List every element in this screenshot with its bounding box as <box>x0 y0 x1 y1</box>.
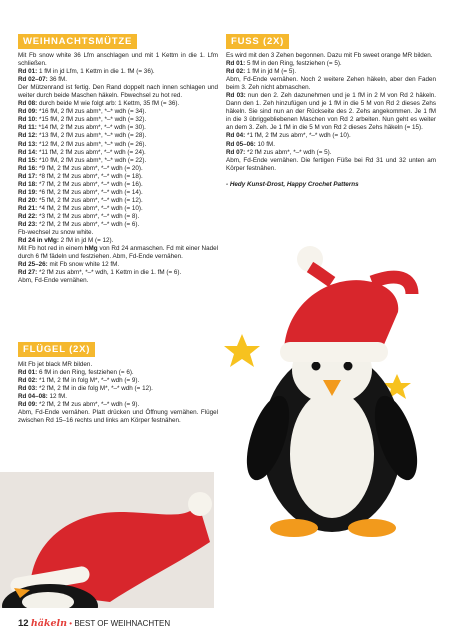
text: Abm, Fd-Ende vernähen. Die fertigen Füße bei Rd 31 und 32 unten am Körper festnähen. <box>226 156 436 172</box>
heading-weihnachtsmuetze: WEIHNACHTSMÜTZE <box>18 34 137 49</box>
row-27 <box>18 269 218 277</box>
row-text: *7 fM, 2 fM zus abm*, *–* wdh (= 16). <box>37 180 143 188</box>
row-key: Rd 03: <box>226 92 246 100</box>
row-key: Rd 09: <box>18 401 38 409</box>
row-key: Rd 17: <box>18 172 38 180</box>
hat-brim <box>280 342 388 362</box>
text: Abm, Fd-Ende vernähen. Noch 2 weitere Zehen häkeln, aber den Faden beim 3. Zeh nicht abmaschen. <box>226 76 436 92</box>
text: Der Mützenrand ist fertig. Den Rand doppelt nach innen schlagen und weiter durch beide Maschen häkeln. Fbwechsel zu hot red. <box>18 84 218 100</box>
row-17 <box>18 173 218 181</box>
row-14 <box>18 149 218 157</box>
row-2 <box>18 377 218 385</box>
row-text: 10 fM. <box>255 140 276 148</box>
row-key: Rd 11: <box>18 124 37 132</box>
eye-icon <box>344 362 353 371</box>
row-text: *9 fM, 2 fM zus abm*, *–* wdh (= 20). <box>37 164 143 172</box>
star-icon <box>224 334 260 367</box>
row-key: Rd 05–06: <box>226 140 256 148</box>
penguin-belly <box>290 390 374 518</box>
credit: - Hedy Kunst-Drost, Happy Crochet Patterns <box>226 180 359 188</box>
row-text: 6 fM in den Ring, festziehen (= 6). <box>37 369 134 377</box>
row-key: Rd 20: <box>18 196 38 204</box>
row-key: Rd 12: <box>18 132 38 140</box>
row-2 <box>18 76 218 84</box>
row-1 <box>18 68 218 76</box>
row-4 <box>226 132 436 140</box>
row-text: 1 fM in jd M (= 5). <box>245 68 297 76</box>
row-3 <box>226 92 436 132</box>
row-text: *2 fM zus abm*, *–* wdh (= 5). <box>245 148 332 156</box>
row-key: Rd 23: <box>18 220 38 228</box>
row-key: Rd 16: <box>18 164 38 172</box>
row-text: *15 fM, 2 fM zus abm*, *–* wdh (= 32). <box>37 116 147 124</box>
row-22 <box>18 213 218 221</box>
footer <box>18 619 170 629</box>
row-key: Rd 08: <box>18 100 38 108</box>
text <box>18 245 218 261</box>
row-key: Rd 02: <box>226 68 246 76</box>
row-key: Rd 04: <box>226 132 246 140</box>
row-text: *10 fM, 2 fM zus abm*, *–* wdh (= 22). <box>37 156 147 164</box>
pattern-wings <box>18 361 218 425</box>
row-25 <box>18 261 218 269</box>
row-key: Rd 03: <box>18 385 38 393</box>
row-text: *2 fM, 2 fM zus abm*, *–* wdh (= 6). <box>37 220 140 228</box>
separator: • <box>69 619 73 628</box>
row-text: 5 fM in den Ring, festziehen (= 5). <box>245 60 342 68</box>
row-9 <box>18 108 218 116</box>
row-key: Rd 22: <box>18 212 38 220</box>
row-1 <box>226 60 436 68</box>
row-16 <box>18 165 218 173</box>
row-key: Rd 01: <box>226 60 246 68</box>
penguin-photo <box>222 242 422 572</box>
heading-fluegel: FLÜGEL (2X) <box>18 342 95 357</box>
text-part: hMg <box>84 245 98 253</box>
row-18 <box>18 181 218 189</box>
text: Abm, Fd-Ende vernähen. <box>18 277 89 285</box>
eye-icon <box>312 362 321 371</box>
row-text: *3 fM, 2 fM zus abm*, *–* wdh (= 8). <box>37 212 140 220</box>
row-text: *16 fM, 2 fM zus abm*, *–* wdh (= 34). <box>37 108 147 116</box>
text: Fb-wechsel zu snow white. <box>18 229 94 237</box>
row-2 <box>226 68 436 76</box>
row-key: Rd 02–07: <box>18 76 48 84</box>
text-part: Mit Fb hot red in einem <box>18 245 85 253</box>
text-part: von Rd 24 anmaschen. Fd mit einer Nadel durch 6 fM fädeln und festziehen. Abm, Fd-Ende vernähen. <box>18 245 218 261</box>
text: Abm, Fd-Ende vernähen. Platt drücken und Öffnung vernähen. Flügel zwischen Rd 15–16 rechts und links am Körper festnähen. <box>18 409 218 425</box>
penguin-foot <box>270 519 318 537</box>
closeup-photo <box>0 472 214 608</box>
row-5 <box>226 141 436 149</box>
row-key: Rd 01: <box>18 68 38 76</box>
row-key: Rd 24 in vMg: <box>18 237 59 245</box>
row-text: *13 fM, 2 fM zus abm*, *–* wdh (= 28). <box>37 132 147 140</box>
heading-fuss: FUSS (2X) <box>226 34 289 49</box>
row-19 <box>18 189 218 197</box>
row-text: 36 fM. <box>47 76 68 84</box>
row-key: Rd 07: <box>226 148 246 156</box>
row-text: 12 fM. <box>47 393 68 401</box>
row-text: *5 fM, 2 fM zus abm*, *–* wdh (= 12). <box>37 196 143 204</box>
row-key: Rd 27: <box>18 269 38 277</box>
row-20 <box>18 197 218 205</box>
row-23 <box>18 221 218 229</box>
row-text: *11 fM, 2 fM zus abm*, *–* wdh (= 24). <box>37 148 146 156</box>
row-text: *2 fM zus abm*, *–* wdh, 1 Kettm in die 1. fM (= 6). <box>37 269 182 277</box>
magazine-title: BEST OF WEIHNACHTEN <box>74 619 171 628</box>
row-text: *4 fM, 2 fM zus abm*, *–* wdh (= 10). <box>37 204 143 212</box>
row-10 <box>18 116 218 124</box>
row-text: 1 fM in jd Lfm, 1 Kettm in die 1. fM (= 36). <box>37 68 155 76</box>
row-text: *14 fM, 2 fM zus abm*, *–* wdh (= 30). <box>36 124 146 132</box>
row-1 <box>18 369 218 377</box>
row-key: Rd 13: <box>18 140 38 148</box>
row-text: 2 fM in jd M (= 12). <box>58 237 114 245</box>
row-3 <box>18 385 218 393</box>
row-key: Rd 15: <box>18 156 38 164</box>
row-13 <box>18 141 218 149</box>
pompom <box>188 492 212 516</box>
row-key: Rd 02: <box>18 377 38 385</box>
penguin-foot <box>348 519 396 537</box>
row-text: *2 fM, 2 fM zus abm*, *–* wdh (= 9). <box>37 401 140 409</box>
row-key: Rd 18: <box>18 180 38 188</box>
row-text: mit Fb snow white 12 fM. <box>47 261 120 269</box>
row-key: Rd 21: <box>18 204 38 212</box>
row-key: Rd 19: <box>18 188 38 196</box>
row-text: *12 fM, 2 fM zus abm*, *–* wdh (= 26). <box>37 140 147 148</box>
row-key: Rd 09: <box>18 108 38 116</box>
row-key: Rd 10: <box>18 116 38 124</box>
row-21 <box>18 205 218 213</box>
row-4 <box>18 393 218 401</box>
row-text: nun den 2. Zeh dazunehmen und je 1 fM in 2 M von Rd 2 häkeln. Dann den 1. Zeh hinzufügen und je 1 fM in die 5 M von Rd 2 dieses Zehs häkeln. Sie sind nun an der Rückseite des 2. Zehs angekommen. Je 1 fM in die 3 übriggebliebenen Maschen von Rd 2 arbeiten. Nun geht es weiter an dem 3. Zeh. Je 1 fM in die 5 M von Rd 2 dieses Zehs häkeln (= 15). <box>226 92 437 132</box>
row-key: Rd 14: <box>18 148 38 156</box>
page-number: 12 <box>18 618 29 629</box>
row-text: *8 fM, 2 fM zus abm*, *–* wdh (= 18). <box>37 172 143 180</box>
text: Mit Fb snow white 36 Lfm anschlagen und mit 1 Kettm in die 1. Lfm schließen. <box>18 52 218 68</box>
row-text: *2 fM, 2 fM in die folg M*, *–* wdh (= 12). <box>37 385 153 393</box>
row-24 <box>18 237 218 245</box>
row-8 <box>18 100 218 108</box>
row-key: Rd 01: <box>18 369 38 377</box>
text: Mit Fb jet black MR bilden. <box>18 361 93 368</box>
row-7 <box>226 149 436 157</box>
row-15 <box>18 157 218 165</box>
row-text: durch beide M wie folgt arb: 1 Kettm, 35 fM (= 36). <box>37 100 180 108</box>
pattern-foot <box>226 52 436 189</box>
text: Es wird mit den 3 Zehen begonnen. Dazu mit Fb sweet orange MR bilden. <box>226 52 433 59</box>
row-text: *1 fM, 2 fM zus abm*, *–* wdh (= 10). <box>245 132 351 140</box>
row-11 <box>18 124 218 132</box>
row-key: Rd 25–26: <box>18 261 48 269</box>
row-text: *1 fM, 2 fM in folg M*, *–* wdh (= 9). <box>37 377 140 385</box>
pattern-hat <box>18 52 218 285</box>
row-key: Rd 04–08: <box>18 393 48 401</box>
row-text: *6 fM, 2 fM zus abm*, *–* wdh (= 14). <box>37 188 143 196</box>
row-12 <box>18 132 218 140</box>
magazine-logo: häkeln <box>30 618 68 629</box>
